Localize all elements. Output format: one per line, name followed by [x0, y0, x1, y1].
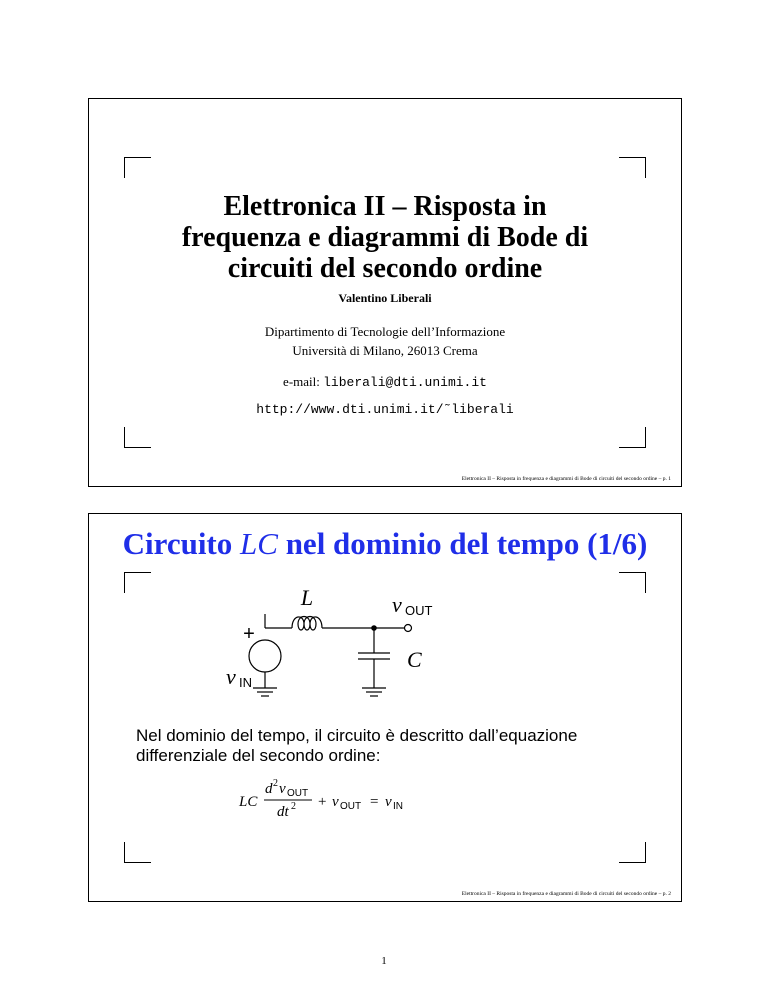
corner-mark	[124, 157, 151, 178]
corner-mark	[124, 572, 151, 593]
slide-1	[88, 98, 682, 487]
slide-footer: Elettronica II – Risposta in frequenza e diagrammi di Bode di circuiti del secondo ordine – p. 2	[461, 891, 671, 897]
corner-mark	[619, 842, 646, 863]
corner-mark	[619, 572, 646, 593]
slide-title	[89, 191, 681, 284]
eq-numerator-v: v	[279, 781, 286, 797]
inductor	[292, 617, 322, 631]
website-link[interactable]: http://www.dti.unimi.it/˜liberali	[256, 402, 514, 417]
eq-plus: +	[318, 794, 327, 810]
eq-v-in: v	[385, 794, 392, 810]
affiliation	[89, 322, 681, 360]
body-line: Nel dominio del tempo, il circuito è descritto dall’equazione	[136, 726, 578, 745]
output-terminal	[405, 625, 412, 632]
plus-sign: +	[243, 623, 255, 645]
eq-numerator-d: d	[265, 781, 273, 797]
title-text: nel dominio del tempo (1/6)	[277, 526, 648, 561]
eq-numerator-sub: OUT	[287, 788, 309, 799]
email-label: e-mail:	[283, 374, 320, 389]
body-line: differenziale del secondo ordine:	[136, 746, 381, 765]
corner-mark	[124, 842, 151, 863]
slide-body-text	[136, 726, 656, 766]
page-number: 1	[381, 955, 387, 967]
slide-title	[89, 526, 681, 562]
email-link[interactable]: liberali@dti.unimi.it	[323, 375, 487, 390]
eq-v-out-sub: OUT	[340, 801, 362, 812]
eq-equals: =	[370, 794, 379, 810]
differential-equation	[239, 772, 519, 832]
eq-v-out: v	[332, 794, 339, 810]
vin-label: v	[226, 664, 236, 689]
eq-v-in-sub: IN	[393, 801, 403, 812]
title-line: frequenza e diagrammi di Bode di	[181, 222, 589, 253]
eq-denominator: dt	[277, 804, 289, 820]
vout-subscript: OUT	[405, 603, 433, 618]
lc-circuit-diagram	[226, 574, 469, 714]
eq-coefficient: LC	[239, 794, 258, 810]
affiliation-line: Università di Milano, 26013 Crema	[292, 343, 478, 358]
title-text-italic: LC	[240, 526, 278, 561]
author: Valentino Liberali	[338, 291, 432, 305]
capacitor-label: C	[407, 647, 422, 672]
email-line	[89, 374, 681, 390]
eq-numerator-exponent: 2	[273, 778, 278, 789]
corner-mark	[619, 157, 646, 178]
vout-label: v	[392, 592, 402, 617]
corner-mark	[124, 427, 151, 448]
title-line: Elettronica II – Risposta in	[223, 191, 547, 222]
title-text: Circuito	[122, 526, 241, 561]
junction-dot	[371, 625, 377, 631]
corner-mark	[619, 427, 646, 448]
inductor-label: L	[300, 585, 314, 610]
affiliation-line: Dipartimento di Tecnologie dell’Informazione	[264, 324, 506, 339]
eq-denominator-exponent: 2	[291, 801, 296, 812]
slide-2	[88, 513, 682, 902]
title-line: circuiti del secondo ordine	[227, 253, 543, 284]
slide-footer: Elettronica II – Risposta in frequenza e diagrammi di Bode di circuiti del secondo ordine – p. 1	[461, 476, 671, 482]
vin-subscript: IN	[239, 675, 252, 690]
